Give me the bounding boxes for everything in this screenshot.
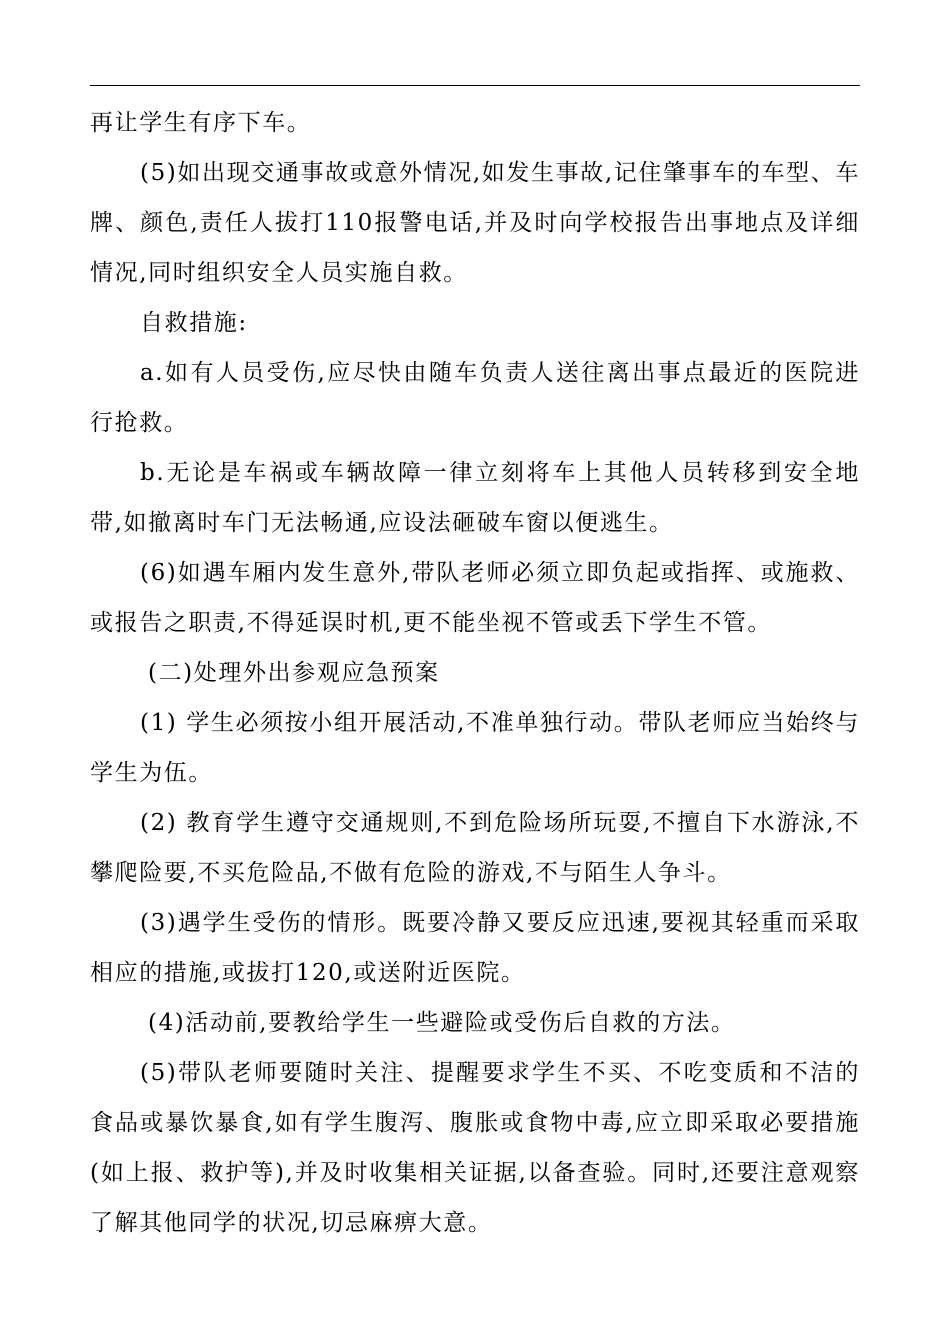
document-body — [90, 98, 860, 1248]
paragraph-2: (5)如出现交通事故或意外情况,如发生事故,记住肇事车的车型、车牌、颜色,责任人拔打110报警电话,并及时向学校报告出事地点及详细情况,同时组织安全人员实施自救。 — [90, 160, 860, 286]
paragraph-4: a.如有人员受伤,应尽快由随车负责人送往离出事点最近的医院进行抢救。 — [90, 360, 860, 436]
paragraph-10: (3)遇学生受伤的情形。既要冷静又要反应迅速,要视其轻重而采取相应的措施,或拔打120,或送附近医院。 — [90, 910, 860, 986]
paragraph-12: (5)带队老师要随时关注、提醒要求学生不买、不吃变质和不洁的食品或暴饮暴食,如有学生腹泻、腹胀或食物中毒,应立即采取必要措施(如上报、救护等),并及时收集相关证据,以备查验。同时,还要注意观察了解其他同学的状况,切忌麻痹大意。 — [90, 1060, 860, 1236]
paragraph-9: (2) 教育学生遵守交通规则,不到危险场所玩耍,不擅自下水游泳,不攀爬险要,不买危险品,不做有危险的游戏,不与陌生人争斗。 — [90, 810, 860, 886]
section-heading: (二)处理外出参观应急预案 — [148, 660, 440, 686]
paragraph-3: 自救措施: — [140, 310, 248, 336]
paragraph-8: (1) 学生必须按小组开展活动,不准单独行动。带队老师应当始终与学生为伍。 — [90, 710, 860, 786]
paragraph-11: (4)活动前,要教给学生一些避险或受伤后自救的方法。 — [148, 1010, 736, 1036]
paragraph-6: (6)如遇车厢内发生意外,带队老师必须立即负起或指挥、或施救、或报告之职责,不得延误时机,更不能坐视不管或丢下学生不管。 — [90, 560, 860, 636]
paragraph-5: b.无论是车祸或车辆故障一律立刻将车上其他人员转移到安全地带,如撤离时车门无法畅通,应设法砸破车窗以便逃生。 — [90, 460, 860, 536]
header-rule — [90, 85, 860, 86]
paragraph-1: 再让学生有序下车。 — [90, 110, 312, 136]
